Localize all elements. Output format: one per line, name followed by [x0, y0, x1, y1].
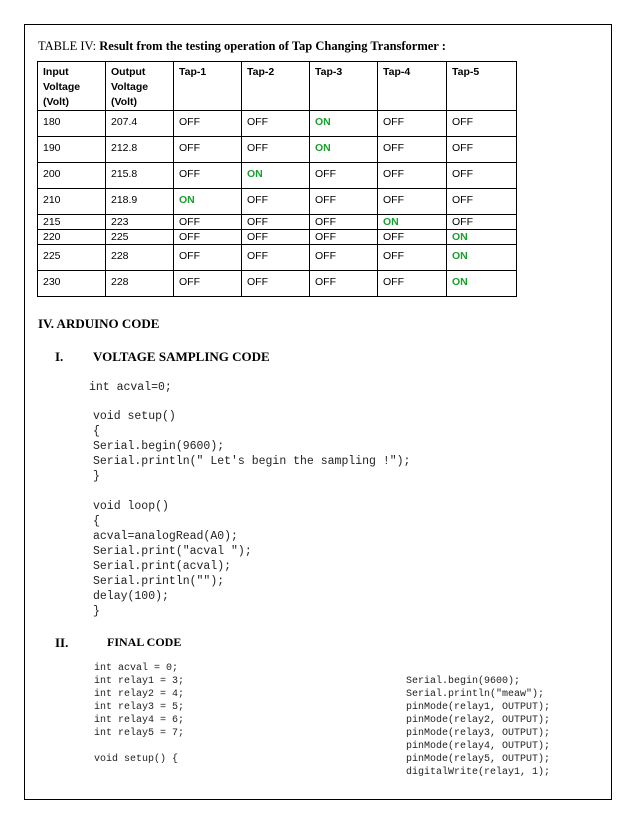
table-cell: OFF: [174, 111, 242, 137]
code-line: int relay1 = 3;: [94, 676, 185, 687]
table-cell: OFF: [310, 230, 378, 245]
table-cell: OFF: [310, 189, 378, 215]
table-cell: 200: [38, 163, 106, 189]
table-cell: OFF: [242, 215, 310, 230]
code-line: void setup() {: [94, 754, 179, 765]
table-cell: 223: [106, 215, 174, 230]
header-line: (Volt): [43, 96, 70, 108]
code-line: Serial.print(acval);: [93, 560, 232, 573]
caption-prefix: TABLE IV:: [38, 39, 100, 53]
table-cell: 215.8: [106, 163, 174, 189]
code-final-right: [406, 675, 550, 779]
table-cell: OFF: [310, 245, 378, 271]
table-cell: OFF: [447, 111, 517, 137]
table-cell: OFF: [242, 230, 310, 245]
table-cell: 228: [106, 245, 174, 271]
header-line: Output: [111, 66, 146, 78]
table-cell: OFF: [378, 189, 447, 215]
table-header-cell: [174, 62, 242, 111]
table-cell: OFF: [447, 215, 517, 230]
table-cell: OFF: [242, 137, 310, 163]
code-final-left: [94, 662, 184, 766]
table-cell: OFF: [174, 245, 242, 271]
table-cell: OFF: [378, 137, 447, 163]
table-row: [38, 271, 517, 297]
table-cell: OFF: [174, 230, 242, 245]
table-cell: OFF: [447, 189, 517, 215]
code-line: Serial.println("meaw");: [406, 689, 545, 700]
table-row: [38, 189, 517, 215]
code-line: Serial.println(" Let's begin the sampling !");: [93, 455, 411, 468]
table-row: [38, 137, 517, 163]
code-line: int relay2 = 4;: [94, 689, 185, 700]
table-header-cell: [310, 62, 378, 111]
table-cell: OFF: [242, 271, 310, 297]
code-line: int acval = 0;: [94, 663, 179, 674]
subsection-title: VOLTAGE SAMPLING CODE: [93, 349, 270, 364]
table-cell: 225: [38, 245, 106, 271]
table-caption: [38, 39, 446, 54]
table-cell: OFF: [242, 245, 310, 271]
table-cell: 230: [38, 271, 106, 297]
header-line: Voltage: [111, 81, 149, 93]
table-cell: OFF: [310, 163, 378, 189]
section-heading: IV. ARDUINO CODE: [38, 316, 160, 331]
code-line: int relay4 = 6;: [94, 715, 185, 726]
code-line: pinMode(relay1, OUTPUT);: [406, 702, 551, 713]
code-line: int relay5 = 7;: [94, 728, 185, 739]
table-cell: OFF: [174, 137, 242, 163]
code-line: acval=analogRead(A0);: [93, 530, 238, 543]
header-line: Tap-3: [315, 66, 343, 78]
code-sampling-declaration: [89, 380, 172, 395]
table-row: [38, 245, 517, 271]
code-line: pinMode(relay5, OUTPUT);: [406, 754, 551, 765]
code-line: delay(100);: [93, 590, 169, 603]
table-cell: 212.8: [106, 137, 174, 163]
table-cell: OFF: [174, 271, 242, 297]
header-line: Tap-2: [247, 66, 275, 78]
table-cell: 190: [38, 137, 106, 163]
table-cell: ON: [447, 230, 517, 245]
header-line: Tap-4: [383, 66, 411, 78]
table-header-cell: [447, 62, 517, 111]
subsection-number: I.: [55, 349, 64, 364]
table-cell: OFF: [242, 189, 310, 215]
subsection-title: FINAL CODE: [107, 635, 182, 649]
table-cell: OFF: [242, 111, 310, 137]
code-line: void loop(): [93, 500, 169, 513]
table-cell: OFF: [310, 271, 378, 297]
table-cell: OFF: [378, 271, 447, 297]
table-cell: 210: [38, 189, 106, 215]
table-cell: OFF: [378, 230, 447, 245]
table-cell: OFF: [310, 215, 378, 230]
table-cell: OFF: [378, 111, 447, 137]
table-cell: OFF: [447, 163, 517, 189]
table-cell: 225: [106, 230, 174, 245]
table-cell: ON: [447, 245, 517, 271]
table-header-cell: [106, 62, 174, 111]
table-cell: OFF: [174, 163, 242, 189]
table-row: [38, 111, 517, 137]
header-line: (Volt): [111, 96, 138, 108]
code-line: Serial.print("acval ");: [93, 545, 252, 558]
table-row: [38, 215, 517, 230]
code-line: {: [93, 425, 100, 438]
code-line: pinMode(relay4, OUTPUT);: [406, 741, 551, 752]
code-line: {: [93, 515, 100, 528]
table-cell: 215: [38, 215, 106, 230]
header-line: Voltage: [43, 81, 81, 93]
header-line: Tap-1: [179, 66, 207, 78]
table-cell: 228: [106, 271, 174, 297]
caption-title: Result from the testing operation of Tap Changing Transformer :: [99, 39, 446, 53]
table-cell: OFF: [174, 215, 242, 230]
table-cell: ON: [310, 111, 378, 137]
table-cell: OFF: [378, 163, 447, 189]
code-line: void setup(): [93, 410, 176, 423]
code-line: int acval=0;: [89, 381, 172, 394]
header-line: Input: [43, 66, 69, 78]
code-line: }: [93, 470, 100, 483]
table-cell: 220: [38, 230, 106, 245]
table-cell: 180: [38, 111, 106, 137]
code-line: Serial.begin(9600);: [406, 676, 521, 687]
tap-results-table: [37, 61, 517, 297]
table-cell: 207.4: [106, 111, 174, 137]
table-cell: ON: [378, 215, 447, 230]
code-line: pinMode(relay2, OUTPUT);: [406, 715, 551, 726]
code-sampling-block: [93, 409, 410, 619]
code-line: digitalWrite(relay1, 1);: [406, 767, 551, 778]
code-line: Serial.println("");: [93, 575, 225, 588]
subsection-number: II.: [55, 635, 69, 650]
code-line: pinMode(relay3, OUTPUT);: [406, 728, 551, 739]
code-line: }: [93, 605, 100, 618]
table-cell: ON: [242, 163, 310, 189]
table-cell: ON: [310, 137, 378, 163]
table-cell: ON: [174, 189, 242, 215]
table-row: [38, 230, 517, 245]
code-line: int relay3 = 5;: [94, 702, 185, 713]
code-line: [93, 484, 410, 499]
table-header-cell: [38, 62, 106, 111]
header-line: Tap-5: [452, 66, 480, 78]
table-cell: OFF: [447, 137, 517, 163]
table-cell: 218.9: [106, 189, 174, 215]
table-cell: ON: [447, 271, 517, 297]
table-header-cell: [242, 62, 310, 111]
table-header-cell: [378, 62, 447, 111]
table-header-row: [38, 62, 517, 111]
table-cell: OFF: [378, 245, 447, 271]
code-line: [94, 740, 184, 753]
table-row: [38, 163, 517, 189]
code-line: Serial.begin(9600);: [93, 440, 225, 453]
